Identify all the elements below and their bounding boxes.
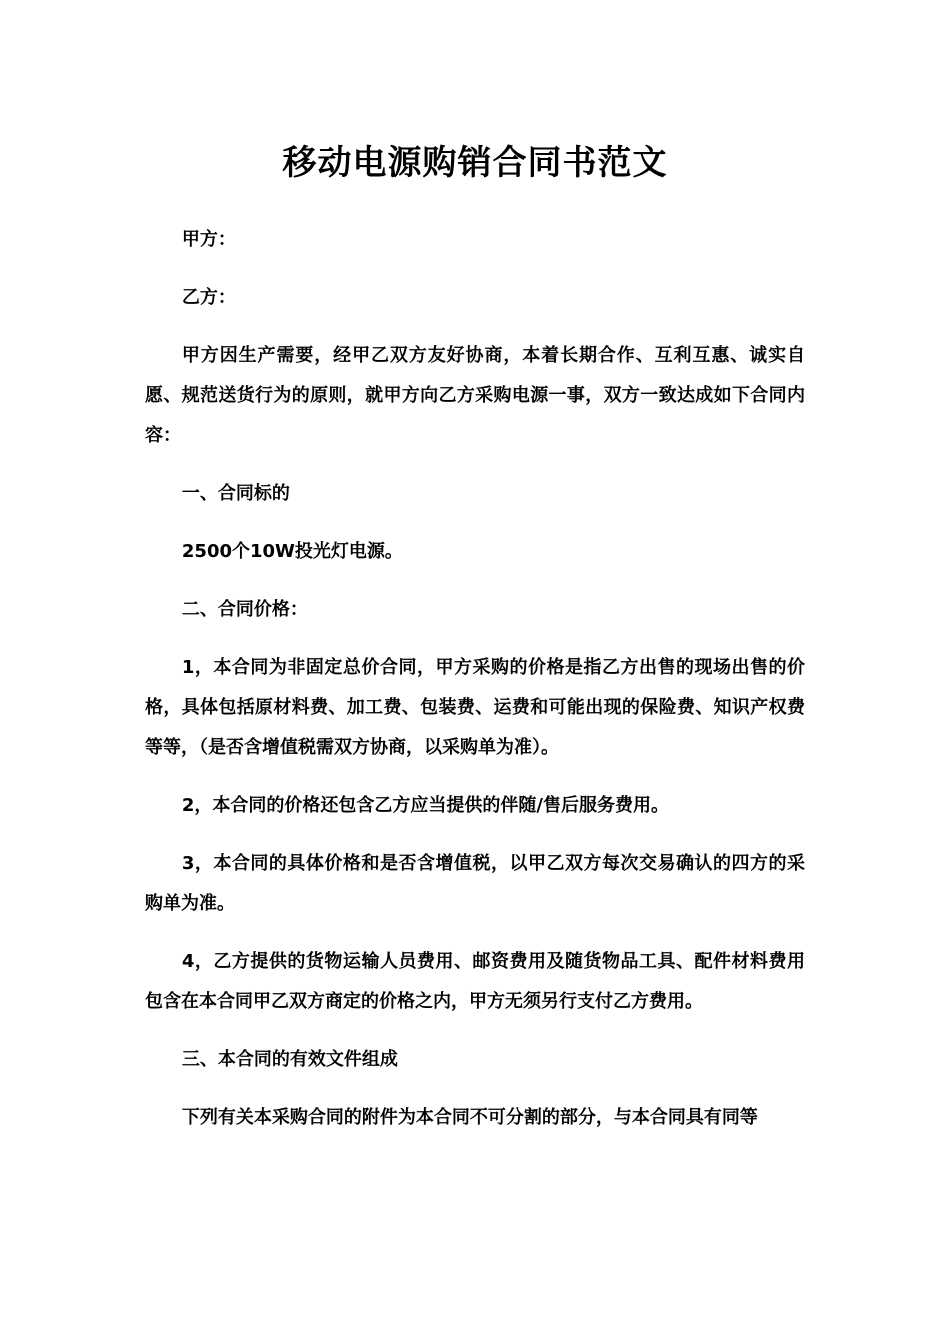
price-clause-1: 1，本合同为非固定总价合同，甲方采购的价格是指乙方出售的现场出售的价格，具体包括原材料费、加工费、包装费、运费和可能出现的保险费、知识产权费等等，（是否含增值税需双方协商，以采购单为准）。 (145, 657, 805, 758)
party-a-line: 甲方： (181, 229, 236, 250)
documents-clause-intro: 下列有关本采购合同的附件为本合同不可分割的部分，与本合同具有同等 (181, 1107, 758, 1128)
price-clause-4: 4，乙方提供的货物运输人员费用、邮资费用及随货物品工具、配件材料费用包含在本合同甲乙双方商定的价格之内，甲方无须另行支付乙方费用。 (145, 951, 805, 1012)
section-heading-subject: 一、合同标的 (181, 483, 290, 504)
section-heading-documents: 三、本合同的有效文件组成 (181, 1049, 398, 1070)
document-title: 移动电源购销合同书范文 (282, 143, 668, 183)
section-heading-price: 二、合同价格： (181, 599, 308, 620)
subject-description: 2500个10W投光灯电源。 (181, 541, 403, 562)
price-clause-3: 3，本合同的具体价格和是否含增值税，以甲乙双方每次交易确认的四方的采购单为准。 (145, 853, 805, 914)
price-clause-2: 2，本合同的价格还包含乙方应当提供的伴随/售后服务费用。 (181, 795, 669, 816)
party-b-line: 乙方： (181, 287, 236, 308)
preamble-paragraph: 甲方因生产需要，经甲乙双方友好协商，本着长期合作、互利互惠、诚实自愿、规范送货行为的原则，就甲方向乙方采购电源一事，双方一致达成如下合同内容： (145, 345, 805, 446)
